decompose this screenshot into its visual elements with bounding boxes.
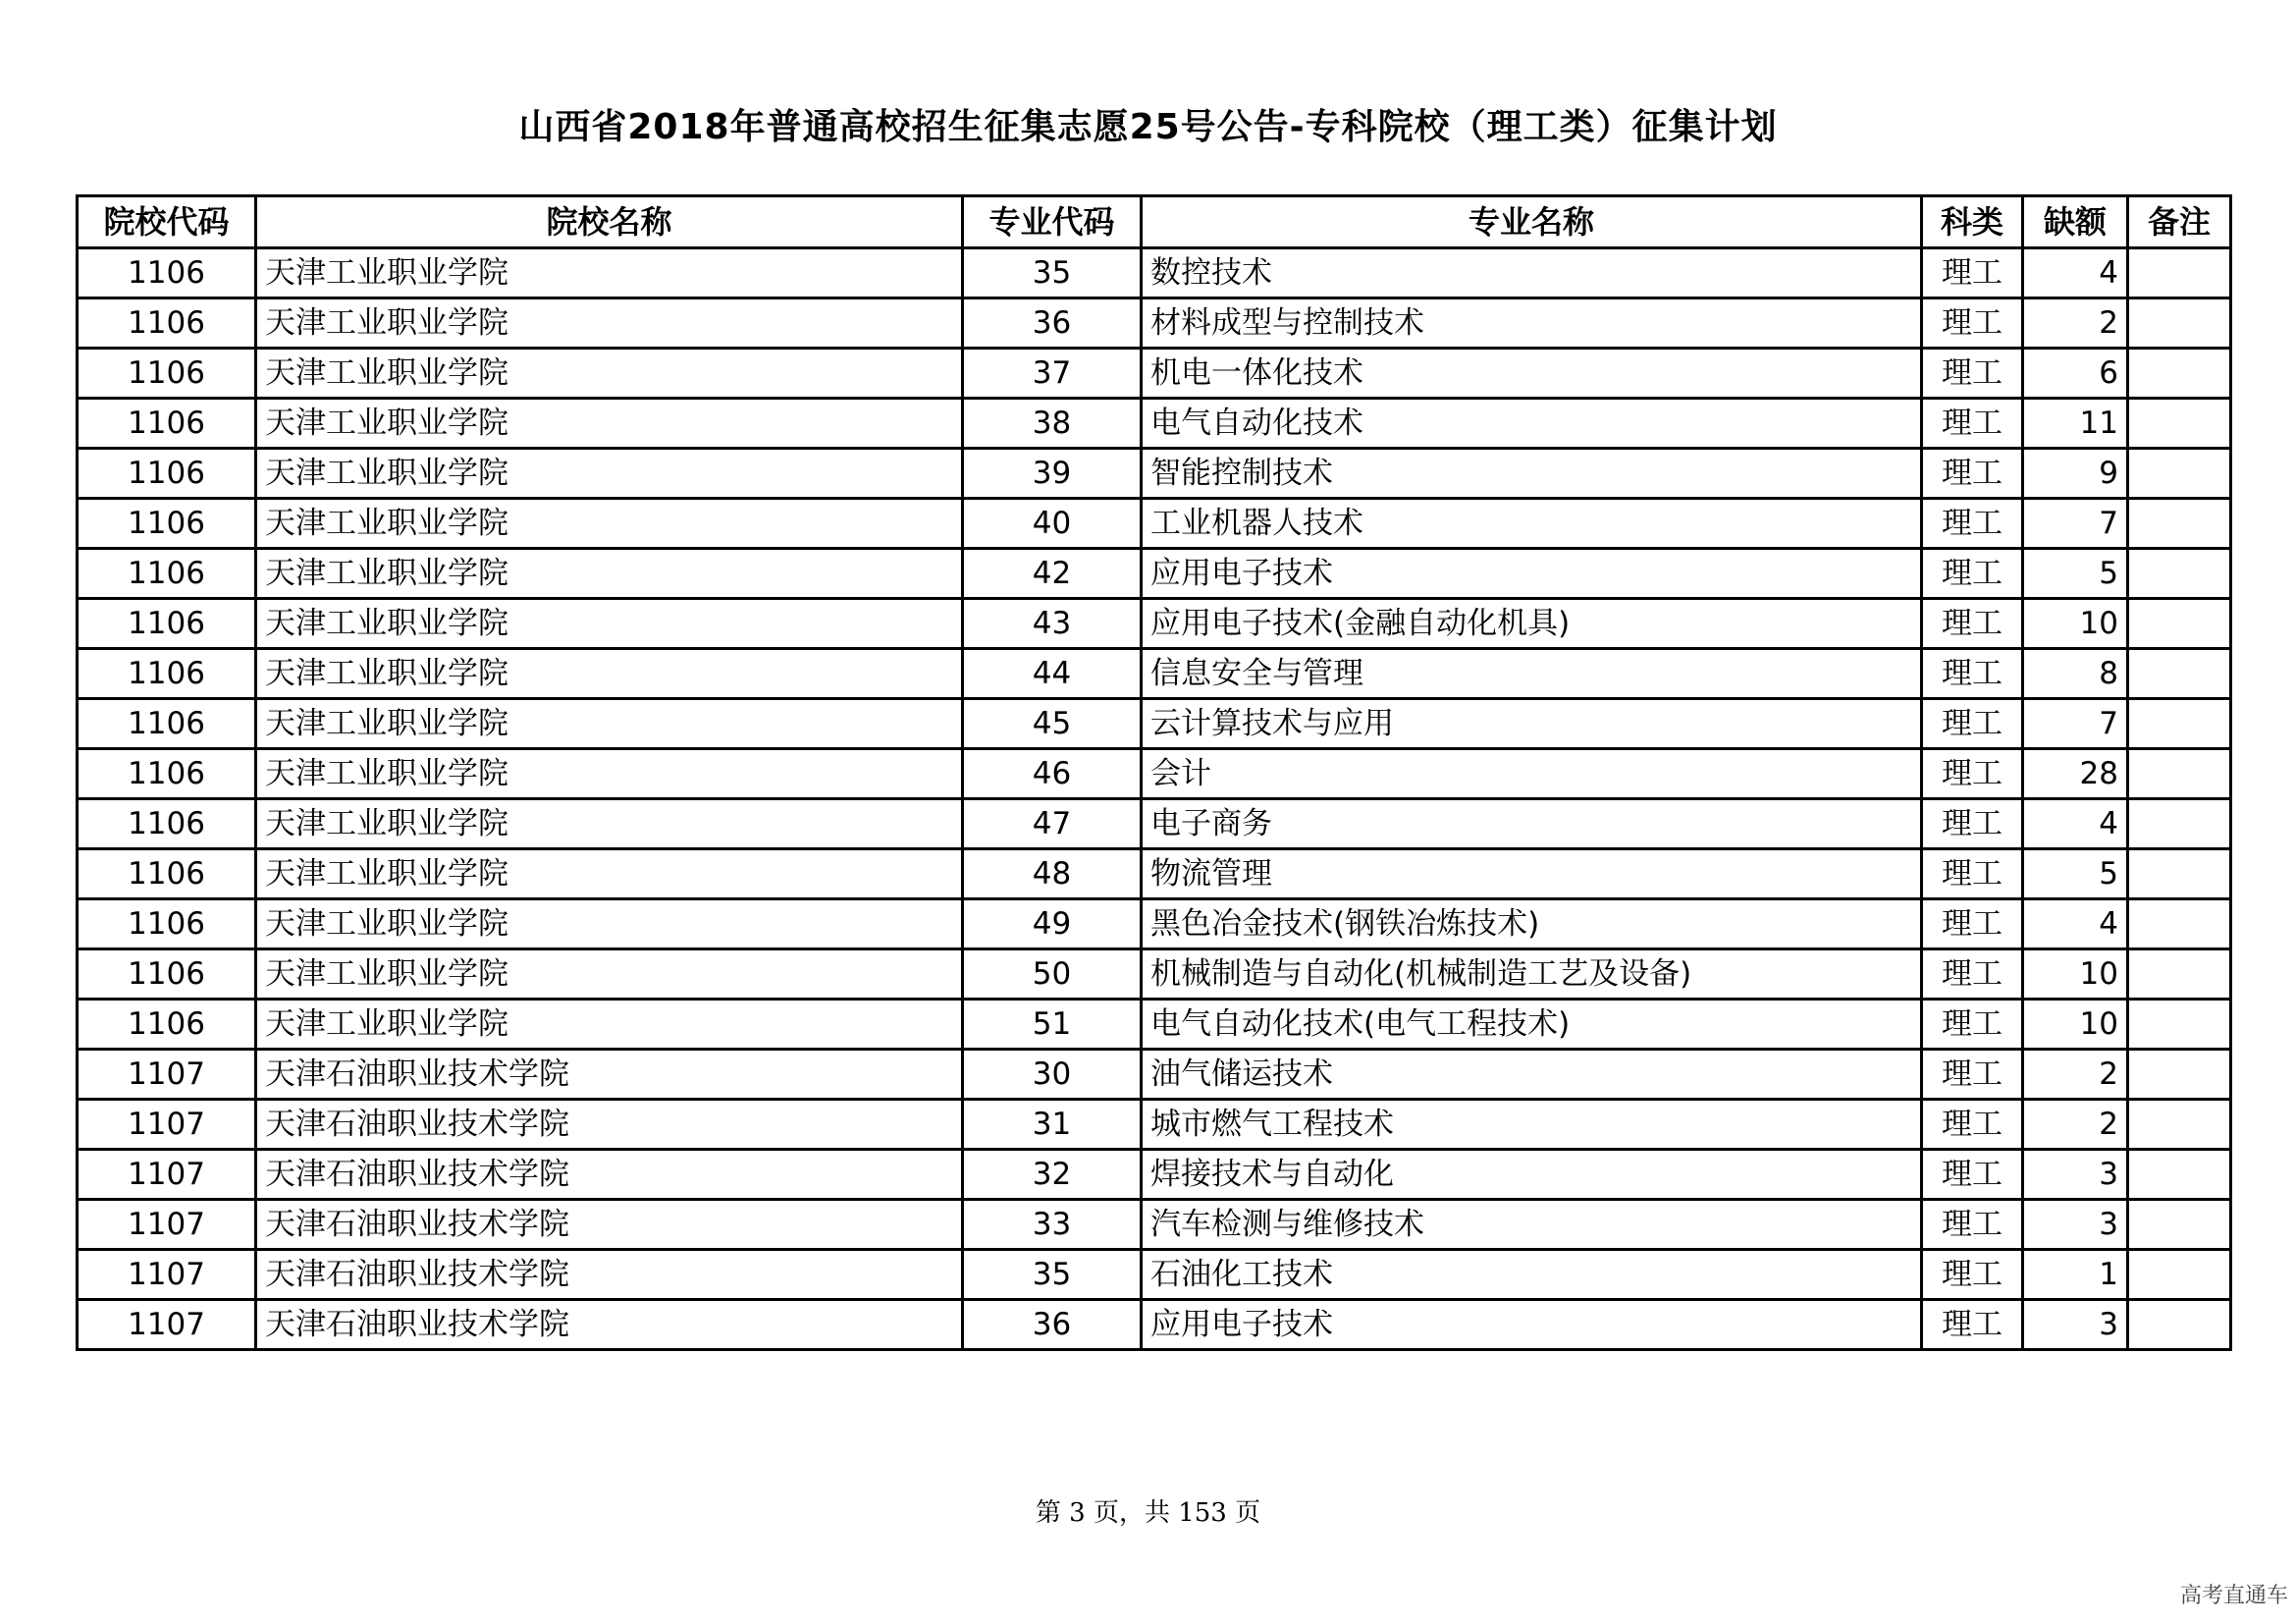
vacancy-cell: 4 (2023, 248, 2128, 298)
major-code-cell: 45 (963, 699, 1142, 749)
category-cell: 理工 (1922, 449, 2023, 499)
school-name-cell: 天津工业职业学院 (256, 449, 963, 499)
table-row (78, 849, 2231, 899)
school-name-cell: 天津工业职业学院 (256, 1000, 963, 1050)
major-name-cell: 材料成型与控制技术 (1142, 298, 1922, 349)
school-code-cell: 1106 (78, 899, 256, 949)
remarks-cell (2128, 1050, 2231, 1100)
header-row (78, 196, 2231, 248)
major-name-cell: 信息安全与管理 (1142, 649, 1922, 699)
category-cell: 理工 (1922, 1100, 2023, 1150)
school-name-cell: 天津石油职业技术学院 (256, 1300, 963, 1350)
major-code-cell: 31 (963, 1100, 1142, 1150)
table-row (78, 1150, 2231, 1200)
major-code-cell: 33 (963, 1200, 1142, 1250)
category-cell: 理工 (1922, 749, 2023, 799)
major-code-cell: 47 (963, 799, 1142, 849)
category-cell: 理工 (1922, 499, 2023, 549)
major-code-cell: 39 (963, 449, 1142, 499)
table-row (78, 298, 2231, 349)
school-code-cell: 1106 (78, 699, 256, 749)
remarks-cell (2128, 1300, 2231, 1350)
vacancy-cell: 2 (2023, 1050, 2128, 1100)
vacancy-cell: 4 (2023, 899, 2128, 949)
major-name-cell: 应用电子技术(金融自动化机具) (1142, 599, 1922, 649)
major-code-cell: 46 (963, 749, 1142, 799)
major-code-cell: 38 (963, 399, 1142, 449)
vacancy-cell: 5 (2023, 849, 2128, 899)
major-code-cell: 49 (963, 899, 1142, 949)
category-cell: 理工 (1922, 298, 2023, 349)
enrollment-plan-table (76, 194, 2232, 1351)
school-name-cell: 天津工业职业学院 (256, 499, 963, 549)
school-code-cell: 1107 (78, 1050, 256, 1100)
school-name-cell: 天津石油职业技术学院 (256, 1250, 963, 1300)
remarks-cell (2128, 449, 2231, 499)
major-code-cell: 37 (963, 349, 1142, 399)
remarks-cell (2128, 1250, 2231, 1300)
school-name-cell: 天津工业职业学院 (256, 549, 963, 599)
vacancy-cell: 2 (2023, 298, 2128, 349)
col-header-school-name: 院校名称 (256, 196, 963, 248)
vacancy-cell: 28 (2023, 749, 2128, 799)
col-header-category: 科类 (1922, 196, 2023, 248)
major-name-cell: 电气自动化技术(电气工程技术) (1142, 1000, 1922, 1050)
col-header-remarks: 备注 (2128, 196, 2231, 248)
vacancy-cell: 10 (2023, 949, 2128, 1000)
category-cell: 理工 (1922, 849, 2023, 899)
school-code-cell: 1106 (78, 649, 256, 699)
remarks-cell (2128, 849, 2231, 899)
remarks-cell (2128, 899, 2231, 949)
major-name-cell: 机械制造与自动化(机械制造工艺及设备) (1142, 949, 1922, 1000)
school-name-cell: 天津石油职业技术学院 (256, 1100, 963, 1150)
school-name-cell: 天津工业职业学院 (256, 399, 963, 449)
table-row (78, 649, 2231, 699)
table-row (78, 1300, 2231, 1350)
col-header-major-name: 专业名称 (1142, 196, 1922, 248)
remarks-cell (2128, 248, 2231, 298)
school-code-cell: 1107 (78, 1100, 256, 1150)
school-name-cell: 天津工业职业学院 (256, 349, 963, 399)
page-title: 山西省2018年普通高校招生征集志愿25号公告-专科院校（理工类）征集计划 (518, 107, 1778, 147)
remarks-cell (2128, 499, 2231, 549)
remarks-cell (2128, 1200, 2231, 1250)
col-header-school-code: 院校代码 (78, 196, 256, 248)
category-cell: 理工 (1922, 1050, 2023, 1100)
remarks-cell (2128, 399, 2231, 449)
remarks-cell (2128, 599, 2231, 649)
school-code-cell: 1107 (78, 1200, 256, 1250)
table-row (78, 499, 2231, 549)
table-row (78, 449, 2231, 499)
major-code-cell: 43 (963, 599, 1142, 649)
school-name-cell: 天津工业职业学院 (256, 699, 963, 749)
remarks-cell (2128, 1100, 2231, 1150)
school-code-cell: 1106 (78, 599, 256, 649)
major-name-cell: 电子商务 (1142, 799, 1922, 849)
major-code-cell: 40 (963, 499, 1142, 549)
table-body (78, 248, 2231, 1350)
vacancy-cell: 10 (2023, 1000, 2128, 1050)
school-code-cell: 1106 (78, 449, 256, 499)
major-name-cell: 石油化工技术 (1142, 1250, 1922, 1300)
table-row (78, 949, 2231, 1000)
major-name-cell: 汽车检测与维修技术 (1142, 1200, 1922, 1250)
school-code-cell: 1106 (78, 749, 256, 799)
major-name-cell: 应用电子技术 (1142, 549, 1922, 599)
table-row (78, 599, 2231, 649)
major-name-cell: 物流管理 (1142, 849, 1922, 899)
school-name-cell: 天津石油职业技术学院 (256, 1050, 963, 1100)
major-code-cell: 42 (963, 549, 1142, 599)
page-footer: 第 3 页，共 153 页 (1035, 1498, 1261, 1528)
major-code-cell: 36 (963, 1300, 1142, 1350)
remarks-cell (2128, 649, 2231, 699)
table-row (78, 749, 2231, 799)
school-name-cell: 天津工业职业学院 (256, 599, 963, 649)
major-name-cell: 机电一体化技术 (1142, 349, 1922, 399)
table-row (78, 699, 2231, 749)
school-name-cell: 天津工业职业学院 (256, 799, 963, 849)
major-code-cell: 32 (963, 1150, 1142, 1200)
remarks-cell (2128, 298, 2231, 349)
watermark: 高考直通车 (2179, 1584, 2288, 1608)
vacancy-cell: 5 (2023, 549, 2128, 599)
major-name-cell: 数控技术 (1142, 248, 1922, 298)
category-cell: 理工 (1922, 1300, 2023, 1350)
school-code-cell: 1106 (78, 499, 256, 549)
school-code-cell: 1107 (78, 1250, 256, 1300)
category-cell: 理工 (1922, 549, 2023, 599)
major-code-cell: 35 (963, 248, 1142, 298)
vacancy-cell: 4 (2023, 799, 2128, 849)
category-cell: 理工 (1922, 649, 2023, 699)
table-row (78, 549, 2231, 599)
vacancy-cell: 3 (2023, 1200, 2128, 1250)
school-code-cell: 1106 (78, 849, 256, 899)
remarks-cell (2128, 549, 2231, 599)
school-name-cell: 天津工业职业学院 (256, 749, 963, 799)
major-code-cell: 36 (963, 298, 1142, 349)
school-name-cell: 天津工业职业学院 (256, 248, 963, 298)
major-name-cell: 应用电子技术 (1142, 1300, 1922, 1350)
school-code-cell: 1106 (78, 1000, 256, 1050)
category-cell: 理工 (1922, 799, 2023, 849)
vacancy-cell: 3 (2023, 1150, 2128, 1200)
table-row (78, 899, 2231, 949)
category-cell: 理工 (1922, 248, 2023, 298)
table-row (78, 248, 2231, 298)
remarks-cell (2128, 749, 2231, 799)
category-cell: 理工 (1922, 349, 2023, 399)
school-code-cell: 1106 (78, 248, 256, 298)
school-code-cell: 1106 (78, 949, 256, 1000)
category-cell: 理工 (1922, 899, 2023, 949)
category-cell: 理工 (1922, 949, 2023, 1000)
major-name-cell: 智能控制技术 (1142, 449, 1922, 499)
major-code-cell: 50 (963, 949, 1142, 1000)
vacancy-cell: 8 (2023, 649, 2128, 699)
remarks-cell (2128, 699, 2231, 749)
major-name-cell: 油气储运技术 (1142, 1050, 1922, 1100)
school-name-cell: 天津石油职业技术学院 (256, 1200, 963, 1250)
school-name-cell: 天津工业职业学院 (256, 949, 963, 1000)
school-name-cell: 天津石油职业技术学院 (256, 1150, 963, 1200)
school-name-cell: 天津工业职业学院 (256, 298, 963, 349)
school-code-cell: 1106 (78, 549, 256, 599)
vacancy-cell: 7 (2023, 499, 2128, 549)
major-code-cell: 35 (963, 1250, 1142, 1300)
school-code-cell: 1106 (78, 349, 256, 399)
major-code-cell: 48 (963, 849, 1142, 899)
major-code-cell: 44 (963, 649, 1142, 699)
major-name-cell: 工业机器人技术 (1142, 499, 1922, 549)
school-code-cell: 1106 (78, 298, 256, 349)
school-code-cell: 1106 (78, 399, 256, 449)
school-name-cell: 天津工业职业学院 (256, 849, 963, 899)
vacancy-cell: 3 (2023, 1300, 2128, 1350)
remarks-cell (2128, 799, 2231, 849)
major-name-cell: 电气自动化技术 (1142, 399, 1922, 449)
table-row (78, 1000, 2231, 1050)
category-cell: 理工 (1922, 1200, 2023, 1250)
major-code-cell: 51 (963, 1000, 1142, 1050)
table-row (78, 1050, 2231, 1100)
category-cell: 理工 (1922, 1150, 2023, 1200)
vacancy-cell: 1 (2023, 1250, 2128, 1300)
table-row (78, 1250, 2231, 1300)
category-cell: 理工 (1922, 599, 2023, 649)
remarks-cell (2128, 949, 2231, 1000)
category-cell: 理工 (1922, 399, 2023, 449)
vacancy-cell: 7 (2023, 699, 2128, 749)
vacancy-cell: 2 (2023, 1100, 2128, 1150)
major-name-cell: 黑色冶金技术(钢铁冶炼技术) (1142, 899, 1922, 949)
major-name-cell: 云计算技术与应用 (1142, 699, 1922, 749)
school-name-cell: 天津工业职业学院 (256, 649, 963, 699)
major-name-cell: 焊接技术与自动化 (1142, 1150, 1922, 1200)
remarks-cell (2128, 1000, 2231, 1050)
col-header-vacancy: 缺额 (2023, 196, 2128, 248)
table-row (78, 399, 2231, 449)
table-row (78, 349, 2231, 399)
table-row (78, 1200, 2231, 1250)
school-code-cell: 1107 (78, 1150, 256, 1200)
vacancy-cell: 6 (2023, 349, 2128, 399)
major-name-cell: 会计 (1142, 749, 1922, 799)
table-row (78, 799, 2231, 849)
category-cell: 理工 (1922, 1000, 2023, 1050)
remarks-cell (2128, 1150, 2231, 1200)
school-code-cell: 1106 (78, 799, 256, 849)
vacancy-cell: 9 (2023, 449, 2128, 499)
vacancy-cell: 11 (2023, 399, 2128, 449)
remarks-cell (2128, 349, 2231, 399)
category-cell: 理工 (1922, 1250, 2023, 1300)
school-code-cell: 1107 (78, 1300, 256, 1350)
major-name-cell: 城市燃气工程技术 (1142, 1100, 1922, 1150)
vacancy-cell: 10 (2023, 599, 2128, 649)
col-header-major-code: 专业代码 (963, 196, 1142, 248)
table-row (78, 1100, 2231, 1150)
category-cell: 理工 (1922, 699, 2023, 749)
school-name-cell: 天津工业职业学院 (256, 899, 963, 949)
major-code-cell: 30 (963, 1050, 1142, 1100)
